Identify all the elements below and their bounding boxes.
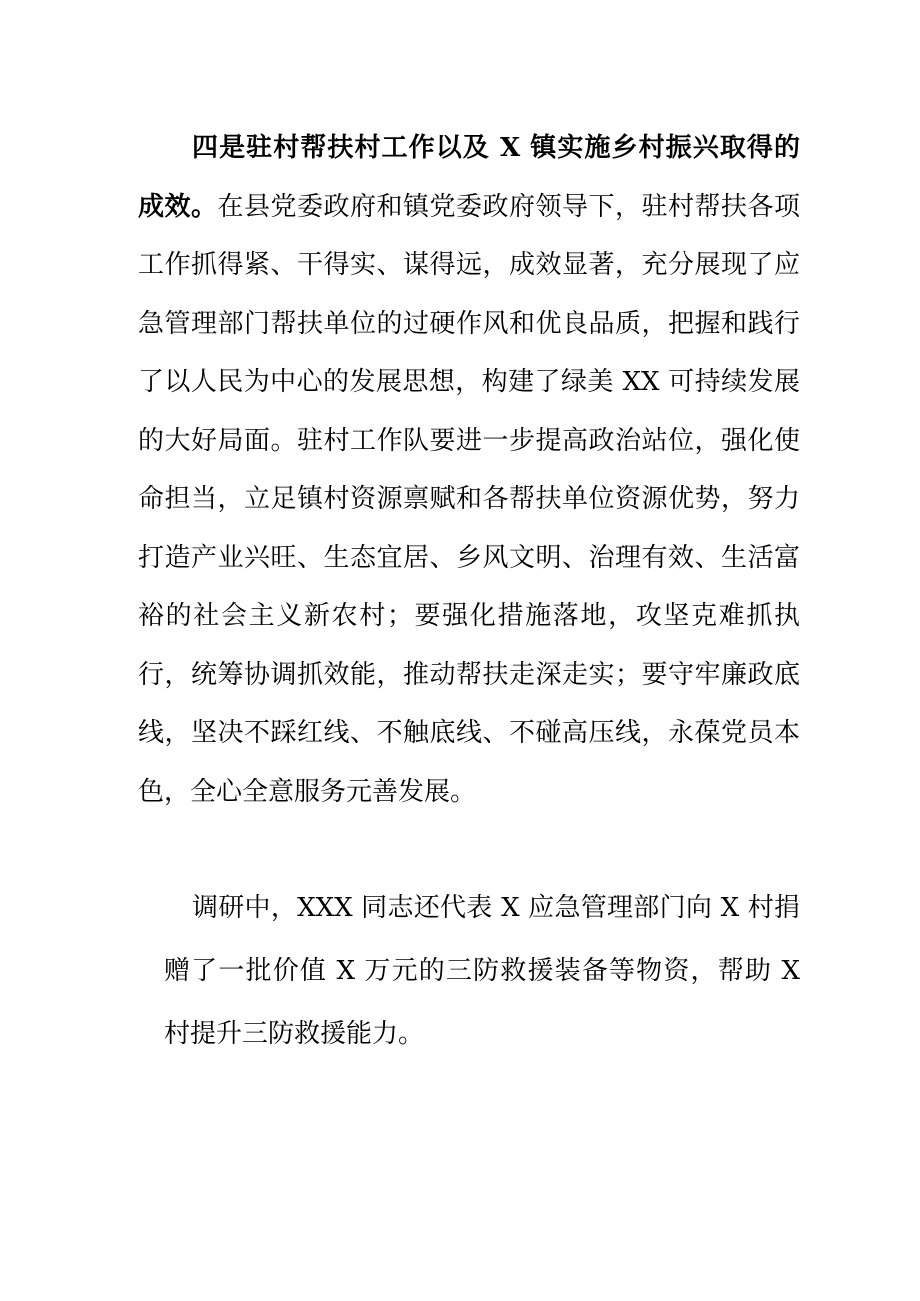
paragraph-1-lead: 四是驻村帮扶村工作以及 X 镇实施乡村振兴取得的成效。 <box>138 133 800 222</box>
paragraph-1 <box>138 119 800 821</box>
paragraph-2: 调研中，XXX 同志还代表 X 应急管理部门向 X 村捐赠了一批价值 X 万元的三防救援装备等物资，帮助 X 村提升三防救援能力。 <box>164 893 800 1049</box>
paragraph-1-body: 在县党委政府和镇党委政府领导下，驻村帮扶各项工作抓得紧、干得实、谋得远，成效显著，充分展现了应急管理部门帮扶单位的过硬作风和优良品质，把握和践行了以人民为中心的发展思想，构建了绿美 XX 可持续发展的大好局面。驻村工作队要进一步提高政治站位，强化使命担当，立足镇村资源禀赋和各帮扶单位资源优势，努力打造产业兴旺、生态宜居、乡风文明、治理有效、生活富裕的社会主义新农村；要强化措施落地，攻坚克难抓执行，统筹协调抓效能，推动帮扶走深走实；要守牢廉政底线，坚决不踩红线、不触底线、不碰高压线，永葆党员本色，全心全意服务元善发展。 <box>138 191 800 807</box>
